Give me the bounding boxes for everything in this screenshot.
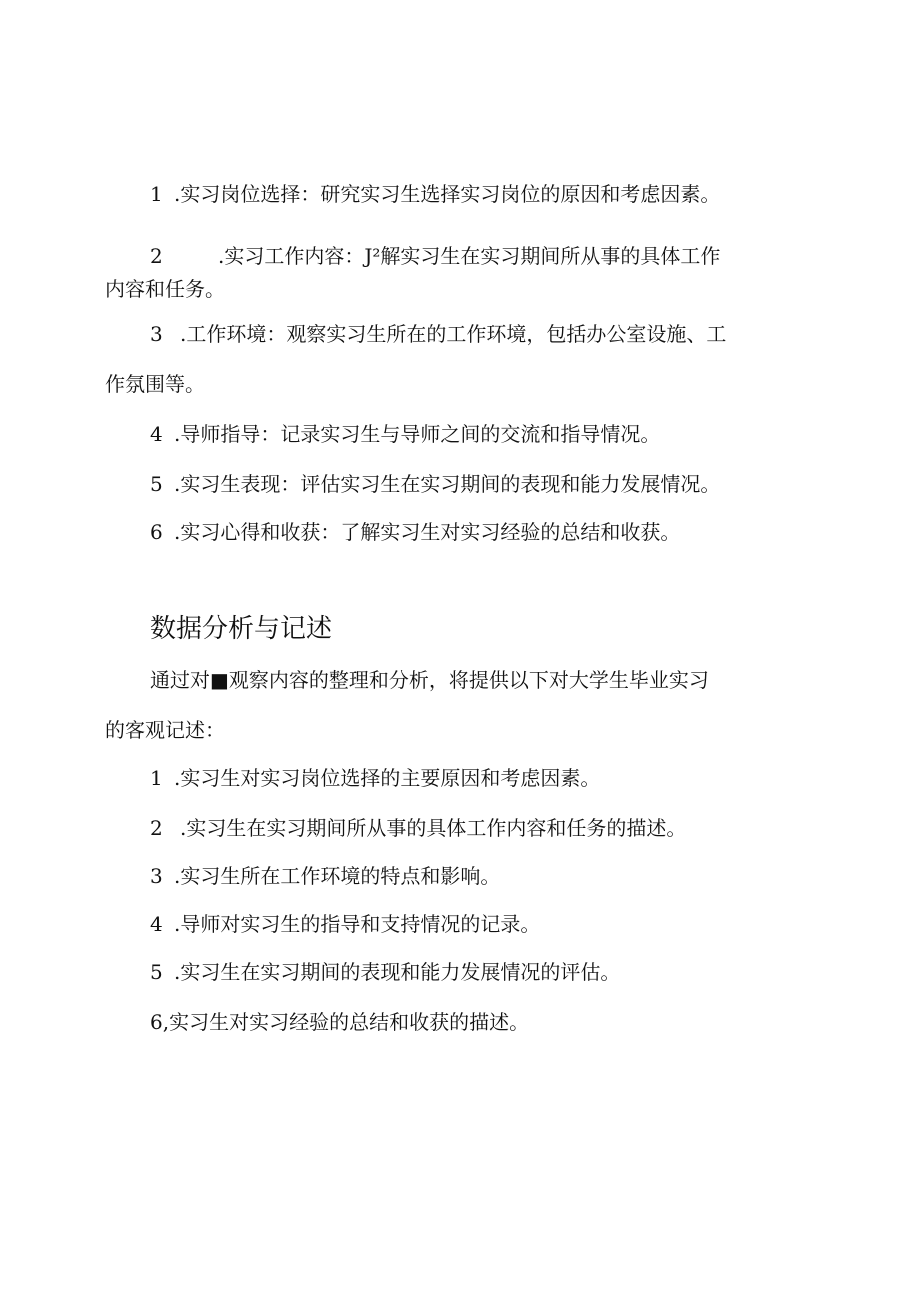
list-text: .实习生表现：评估实习生在实习期间的表现和能力发展情况。: [174, 472, 721, 496]
list-number: 2: [150, 816, 163, 840]
list-text: .实习生在实习期间所从事的具体工作内容和任务的描述。: [180, 816, 687, 840]
list-item: [150, 522, 680, 542]
list-item-continuation: 内容和任务。: [105, 277, 225, 301]
list-item: [150, 818, 686, 838]
list-text: .实习工作内容：J²解实习生在实习期间所从事的具体工作: [218, 244, 721, 268]
list-text: .工作环境：观察实习生所在的工作环境，包括办公室设施、工: [180, 322, 727, 346]
list-number: 2: [150, 244, 163, 268]
list-text: .导师指导：记录实习生与导师之间的交流和指导情况。: [174, 422, 661, 446]
list-text: .实习岗位选择：研究实习生选择实习岗位的原因和考虑因素。: [174, 182, 721, 206]
list-item: [150, 914, 540, 934]
list-number: 1: [150, 182, 163, 206]
list-text: .导师对实习生的指导和支持情况的记录。: [174, 912, 541, 936]
list-item: [150, 246, 720, 266]
list-number: 3: [150, 322, 163, 346]
intro-paragraph: 通过对■观察内容的整理和分析，将提供以下对大学生毕业实习: [150, 668, 709, 692]
list-number: 3: [150, 864, 163, 888]
list-item-continuation: 作氛围等。: [105, 372, 205, 396]
list-item: [150, 324, 726, 344]
list-number: 4: [150, 912, 163, 936]
section-heading: 数据分析与记述: [150, 614, 333, 644]
list-text: .实习生对实习岗位选择的主要原因和考虑因素。: [174, 766, 601, 790]
list-text: .实习生所在工作环境的特点和影响。: [174, 864, 501, 888]
list-item: [150, 962, 620, 982]
list-item: [150, 184, 720, 204]
list-text: .实习心得和收获：了解实习生对实习经验的总结和收获。: [174, 520, 681, 544]
list-item: [150, 424, 660, 444]
list-text: .实习生在实习期间的表现和能力发展情况的评估。: [174, 960, 621, 984]
list-item: [150, 866, 500, 886]
list-number: 5: [150, 960, 163, 984]
list-number: 6: [150, 520, 163, 544]
list-item: [150, 768, 600, 788]
list-number: 1: [150, 766, 163, 790]
list-number: 5: [150, 472, 163, 496]
intro-paragraph-continuation: 的客观记述：: [105, 718, 225, 742]
list-item: [150, 1012, 529, 1032]
list-text: 6,实习生对实习经验的总结和收获的描述。: [150, 1010, 530, 1034]
list-number: 4: [150, 422, 163, 446]
list-item: [150, 474, 720, 494]
